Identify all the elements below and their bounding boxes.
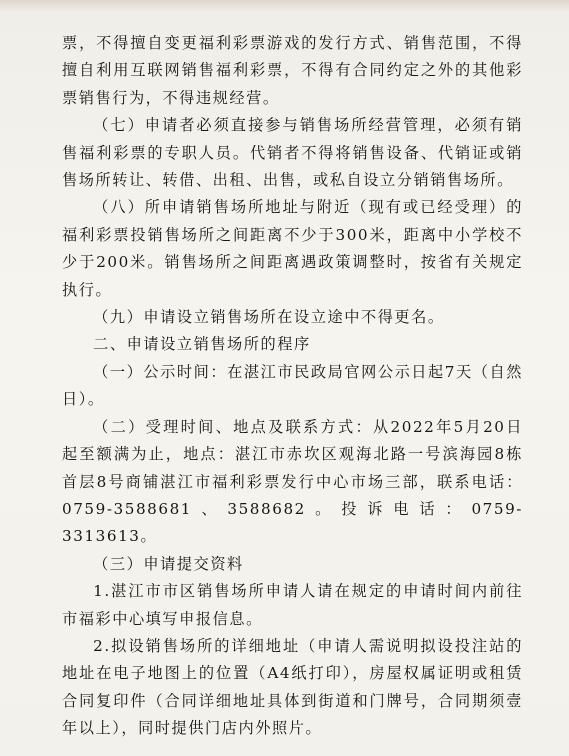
paragraph-continuation: 票，不得擅自变更福利彩票游戏的发行方式、销售范围，不得擅自利用互联网销售福利彩票，不得有合同约定之外的其他彩票销售行为，不得违规经营。 [62, 34, 523, 107]
paragraph-item-9: （九）申请设立销售场所在设立途中不得更名。 [93, 308, 445, 327]
page-top-edge [0, 0, 569, 12]
paragraph-item-7: （七）申请者必须直接参与销售场所经营管理，必须有销售福利彩票的专职人员。代销者不得将销售设备、代销证或销售场所转让、转借、出租、出售，或私自设立分销销售场所。 [62, 116, 523, 190]
paragraph-material-2: 2.拟设销售场所的详细地址（申请人需说明拟设投注站的地址在电子地图上的位置（A4纸打印），房屋权属证明或租赁合同复印件（合同详细地址具体到街道和门牌号，合同期须壹年以上），同时提供门店内外照片。 [62, 636, 523, 738]
paragraph-materials-heading: （三）申请提交资料 [93, 554, 244, 573]
paragraph-acceptance-info: （二）受理时间、地点及联系方式：从2022年5月20日起至额满为止，地点：湛江市赤坎区观海北路一号滨海园8栋首层8号商铺湛江市福利彩票发行中心市场三部，联系电话：0759-3588681、3588682。投诉电话：0759-3313613。 [62, 417, 523, 546]
paragraph-material-1: 1.湛江市市区销售场所申请人请在规定的申请时间内前往市福彩中心填写申报信息。 [62, 582, 523, 628]
paragraph-publicity-time: （一）公示时间：在湛江市民政局官网公示日起7天（自然日）。 [62, 362, 523, 409]
paragraph-item-8: （八）所申请销售场所地址与附近（现有或已经受理）的福利彩票投销售场所之间距离不少于300米，距离中小学校不少于200米。销售场所之间距离遇政策调整时，按省有关规定执行。 [62, 198, 523, 299]
section-heading-procedure: 二、申请设立销售场所的程序 [93, 335, 311, 354]
